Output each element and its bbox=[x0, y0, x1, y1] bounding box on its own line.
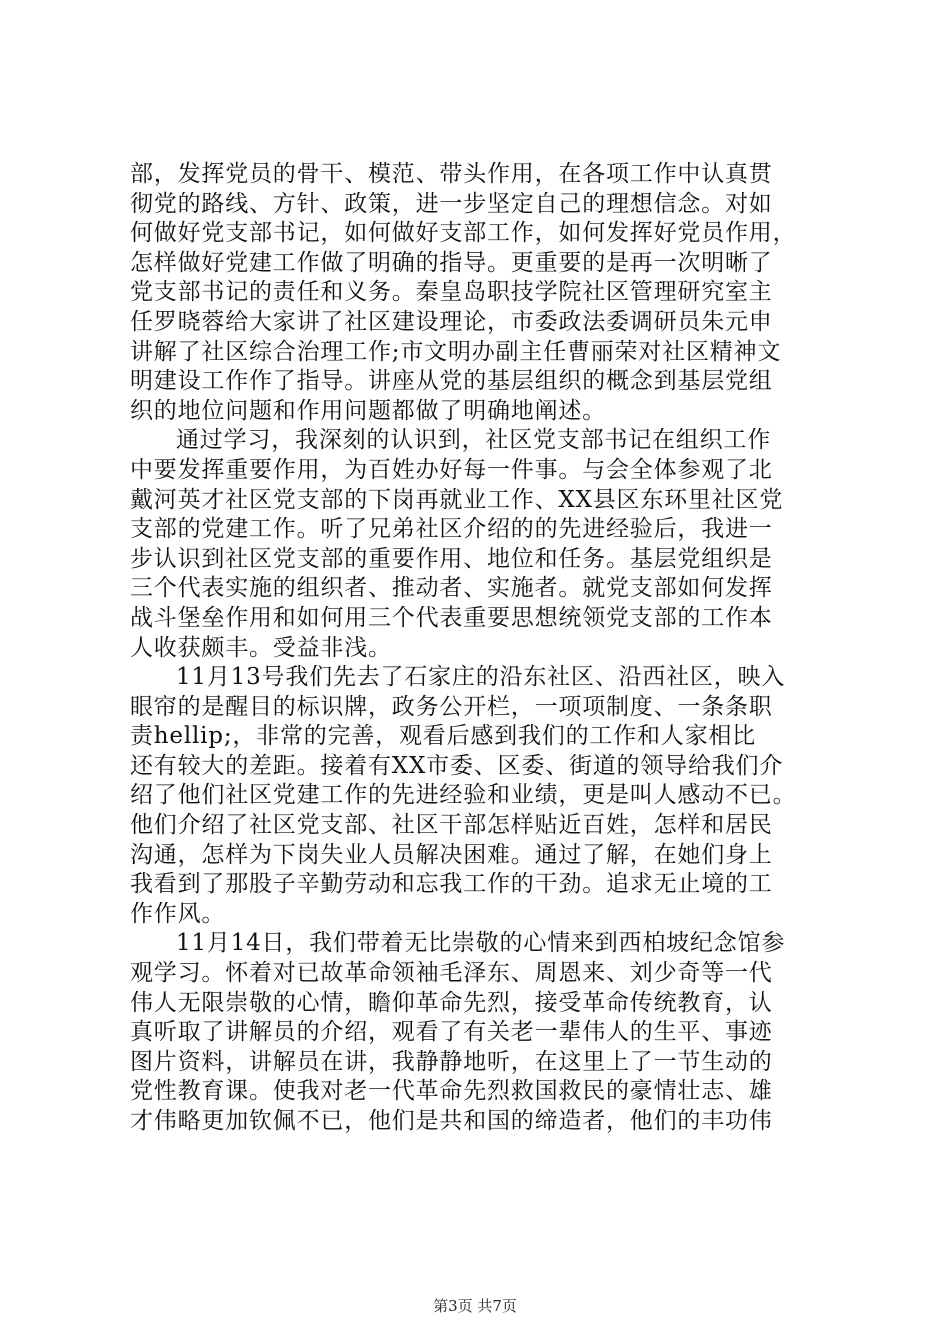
text-line: 讲解了社区综合治理工作;市文明办副主任曹丽荣对社区精神文 bbox=[130, 338, 782, 365]
text-line: 战斗堡垒作用和如何用三个代表重要思想统领党支部的工作本 bbox=[130, 604, 773, 631]
paragraph bbox=[130, 160, 830, 426]
text-line: 绍了他们社区党建工作的先进经验和业绩，更是叫人感动不已。 bbox=[130, 782, 797, 809]
text-line: 沟通，怎样为下岗失业人员解决困难。通过了解，在她们身上 bbox=[130, 841, 773, 868]
text-line: 三个代表实施的组织者、推动者、实施者。就党支部如何发挥 bbox=[130, 575, 773, 602]
text-line: 党性教育课。使我对老一代革命先烈救国救民的豪情壮志、雄 bbox=[130, 1078, 773, 1105]
text-line: 作作风。 bbox=[130, 900, 226, 927]
text-line: 戴河英才社区党支部的下岗再就业工作、XX县区东环里社区党 bbox=[130, 486, 784, 513]
text-line: 观学习。怀着对已故革命领袖毛泽东、周恩来、刘少奇等一代 bbox=[130, 960, 773, 987]
text-line: 真听取了讲解员的介绍，观看了有关老一辈伟人的生平、事迹 bbox=[130, 1019, 773, 1046]
text-line: 才伟略更加钦佩不已，他们是共和国的缔造者，他们的丰功伟 bbox=[130, 1108, 773, 1134]
text-line: 图片资料，讲解员在讲，我静静地听，在这里上了一节生动的 bbox=[130, 1048, 773, 1075]
document-body bbox=[130, 160, 830, 1137]
text-line: 步认识到社区党支部的重要作用、地位和任务。基层党组织是 bbox=[130, 545, 773, 572]
text-line: 通过学习，我深刻的认识到，社区党支部书记在组织工作 bbox=[176, 427, 771, 454]
paragraph bbox=[130, 426, 830, 663]
text-line: 明建设工作作了指导。讲座从党的基层组织的概念到基层党组 bbox=[130, 368, 773, 395]
text-line: 他们介绍了社区党支部、社区干部怎样贴近百姓，怎样和居民 bbox=[130, 812, 773, 839]
text-line: 11月13号我们先去了石家庄的沿东社区、沿西社区，映入 bbox=[176, 664, 786, 691]
text-line: 彻党的路线、方针、政策，进一步坚定自己的理想信念。对如 bbox=[130, 190, 773, 217]
text-line: 怎样做好党建工作做了明确的指导。更重要的是再一次明晰了 bbox=[130, 249, 773, 276]
text-line: 任罗晓蓉给大家讲了社区建设理论，市委政法委调研员朱元申 bbox=[130, 308, 773, 335]
paragraph bbox=[130, 929, 830, 1136]
text-line: 我看到了那股子辛勤劳动和忘我工作的干劲。追求无止境的工 bbox=[130, 871, 773, 898]
paragraph bbox=[130, 663, 830, 929]
text-line: 还有较大的差距。接着有XX市委、区委、街道的领导给我们介 bbox=[130, 752, 784, 779]
text-line: 党支部书记的责任和义务。秦皇岛职技学院社区管理研究室主 bbox=[130, 279, 773, 306]
text-line: 部，发挥党员的骨干、模范、带头作用，在各项工作中认真贯 bbox=[130, 161, 773, 187]
text-line: 何做好党支部书记，如何做好支部工作，如何发挥好党员作用， bbox=[130, 220, 797, 247]
text-line: 眼帘的是醒目的标识牌，政务公开栏，一项项制度、一条条职 bbox=[130, 693, 773, 720]
text-line: 责hellip;，非常的完善，观看后感到我们的工作和人家相比 bbox=[130, 723, 756, 750]
text-line: 织的地位问题和作用问题都做了明确地阐述。 bbox=[130, 397, 606, 424]
page-footer: 第3页 共7页 bbox=[433, 1297, 517, 1315]
text-line: 人收获颇丰。受益非浅。 bbox=[130, 634, 392, 661]
text-line: 支部的党建工作。听了兄弟社区介绍的的先进经验后，我进一 bbox=[130, 516, 773, 543]
text-line: 11月14日，我们带着无比崇敬的心情来到西柏坡纪念馆参 bbox=[176, 930, 786, 957]
text-line: 伟人无限崇敬的心情，瞻仰革命先烈，接受革命传统教育，认 bbox=[130, 989, 773, 1016]
text-line: 中要发挥重要作用，为百姓办好每一件事。与会全体参观了北 bbox=[130, 456, 773, 483]
